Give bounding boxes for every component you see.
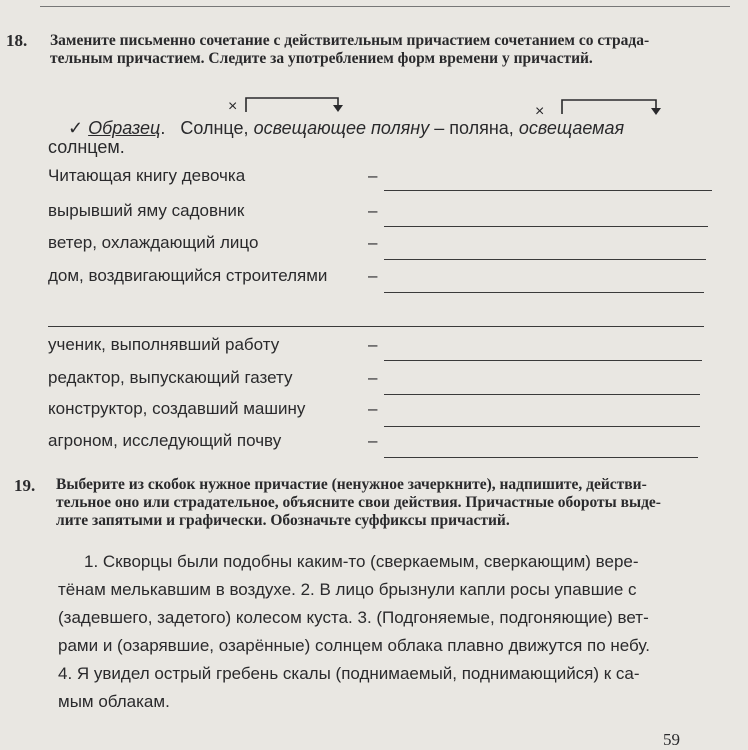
row-label: агроном, исследующий почву <box>48 431 282 450</box>
top-rule <box>40 6 730 7</box>
row-dash: – <box>368 266 378 285</box>
exercise-line: (задевшего, задетого) колесом куста. 3. (Подгоняемые, подгоняющие) вет- <box>58 608 649 627</box>
sample-part2: освещающее поляну <box>253 118 430 138</box>
check-icon: ✓ <box>68 118 84 138</box>
row-label: ученик, выполнявший работу <box>48 335 280 354</box>
mark-arrow-1 <box>333 105 343 112</box>
row-label: вырывший яму садовник <box>48 201 245 220</box>
task-19-instruction <box>56 476 736 530</box>
row-dash: – <box>368 201 378 220</box>
row-dash: – <box>368 233 378 252</box>
answer-line[interactable] <box>384 394 700 395</box>
mark-bracket-1 <box>246 98 338 112</box>
mark-x-1: × <box>228 98 238 115</box>
row-dash: – <box>368 368 378 387</box>
row-dash: – <box>368 166 378 185</box>
sample-part4: освещаемая <box>518 118 625 138</box>
answer-line[interactable] <box>384 190 712 191</box>
answer-line-full[interactable] <box>48 326 704 327</box>
task-19-instruction-line1: Выберите из скобок нужное причастие (ненужное зачеркните), надпишите, действи- <box>56 476 647 493</box>
page-number: 59 <box>663 730 680 749</box>
sample-dot: . <box>160 118 166 138</box>
answer-line[interactable] <box>384 259 706 260</box>
mark-x-2: × <box>535 103 545 120</box>
task-19-number: 19. <box>14 476 36 495</box>
answer-line[interactable] <box>384 457 698 458</box>
answer-line[interactable] <box>384 292 704 293</box>
row-dash: – <box>368 431 378 450</box>
row-label: редактор, выпускающий газету <box>48 368 293 387</box>
mark-arrow-2 <box>651 108 661 115</box>
row-label: дом, воздвигающийся строителями <box>48 266 328 285</box>
exercise-line: 1. Скворцы были подобны каким-то (сверкаемым, сверкающим) вере- <box>84 552 639 571</box>
mark-bracket-2 <box>562 100 656 114</box>
answer-line[interactable] <box>384 360 702 361</box>
exercise-line: тёнам мелькавшим в воздухе. 2. В лицо брызнули капли росы упавшие с <box>58 580 637 599</box>
task-19-instruction-line2: тельное оно или страдательное, объясните свои действия. Причастные обороты выде- <box>56 494 661 511</box>
exercise-line: рами и (озарявшие, озарённые) солнцем облака плавно движутся по небу. <box>58 636 650 655</box>
sample-part3: – поляна, <box>434 118 514 138</box>
task-18-instruction-line1: Замените письменно сочетание с действительным причастием сочетанием со страда- <box>50 32 650 49</box>
exercise-line: 4. Я увидел острый гребень скалы (поднимаемый, поднимающийся) к са- <box>58 664 640 683</box>
row-label: конструктор, создавший машину <box>48 399 306 418</box>
answer-line[interactable] <box>384 226 708 227</box>
exercise-line: мым облакам. <box>58 692 170 711</box>
sample-line-2: солнцем. <box>48 137 125 157</box>
row-label: ветер, охлаждающий лицо <box>48 233 259 252</box>
row-dash: – <box>368 399 378 418</box>
row-label: Читающая книгу девочка <box>48 166 246 185</box>
answer-line[interactable] <box>384 426 700 427</box>
task-18-number: 18. <box>6 31 28 50</box>
row-dash: – <box>368 335 378 354</box>
task-18-instruction <box>50 32 740 68</box>
task-18-instruction-line2: тельным причастием. Следите за употреблением форм времени у причастий. <box>50 50 593 67</box>
task-19-exercise <box>58 548 698 716</box>
sample-label: Образец <box>88 118 161 138</box>
sample-line <box>68 118 624 139</box>
task-19-instruction-line3: лите запятыми и графически. Обозначьте суффиксы причастий. <box>56 512 510 529</box>
sample-part1: Солнце, <box>180 118 249 138</box>
